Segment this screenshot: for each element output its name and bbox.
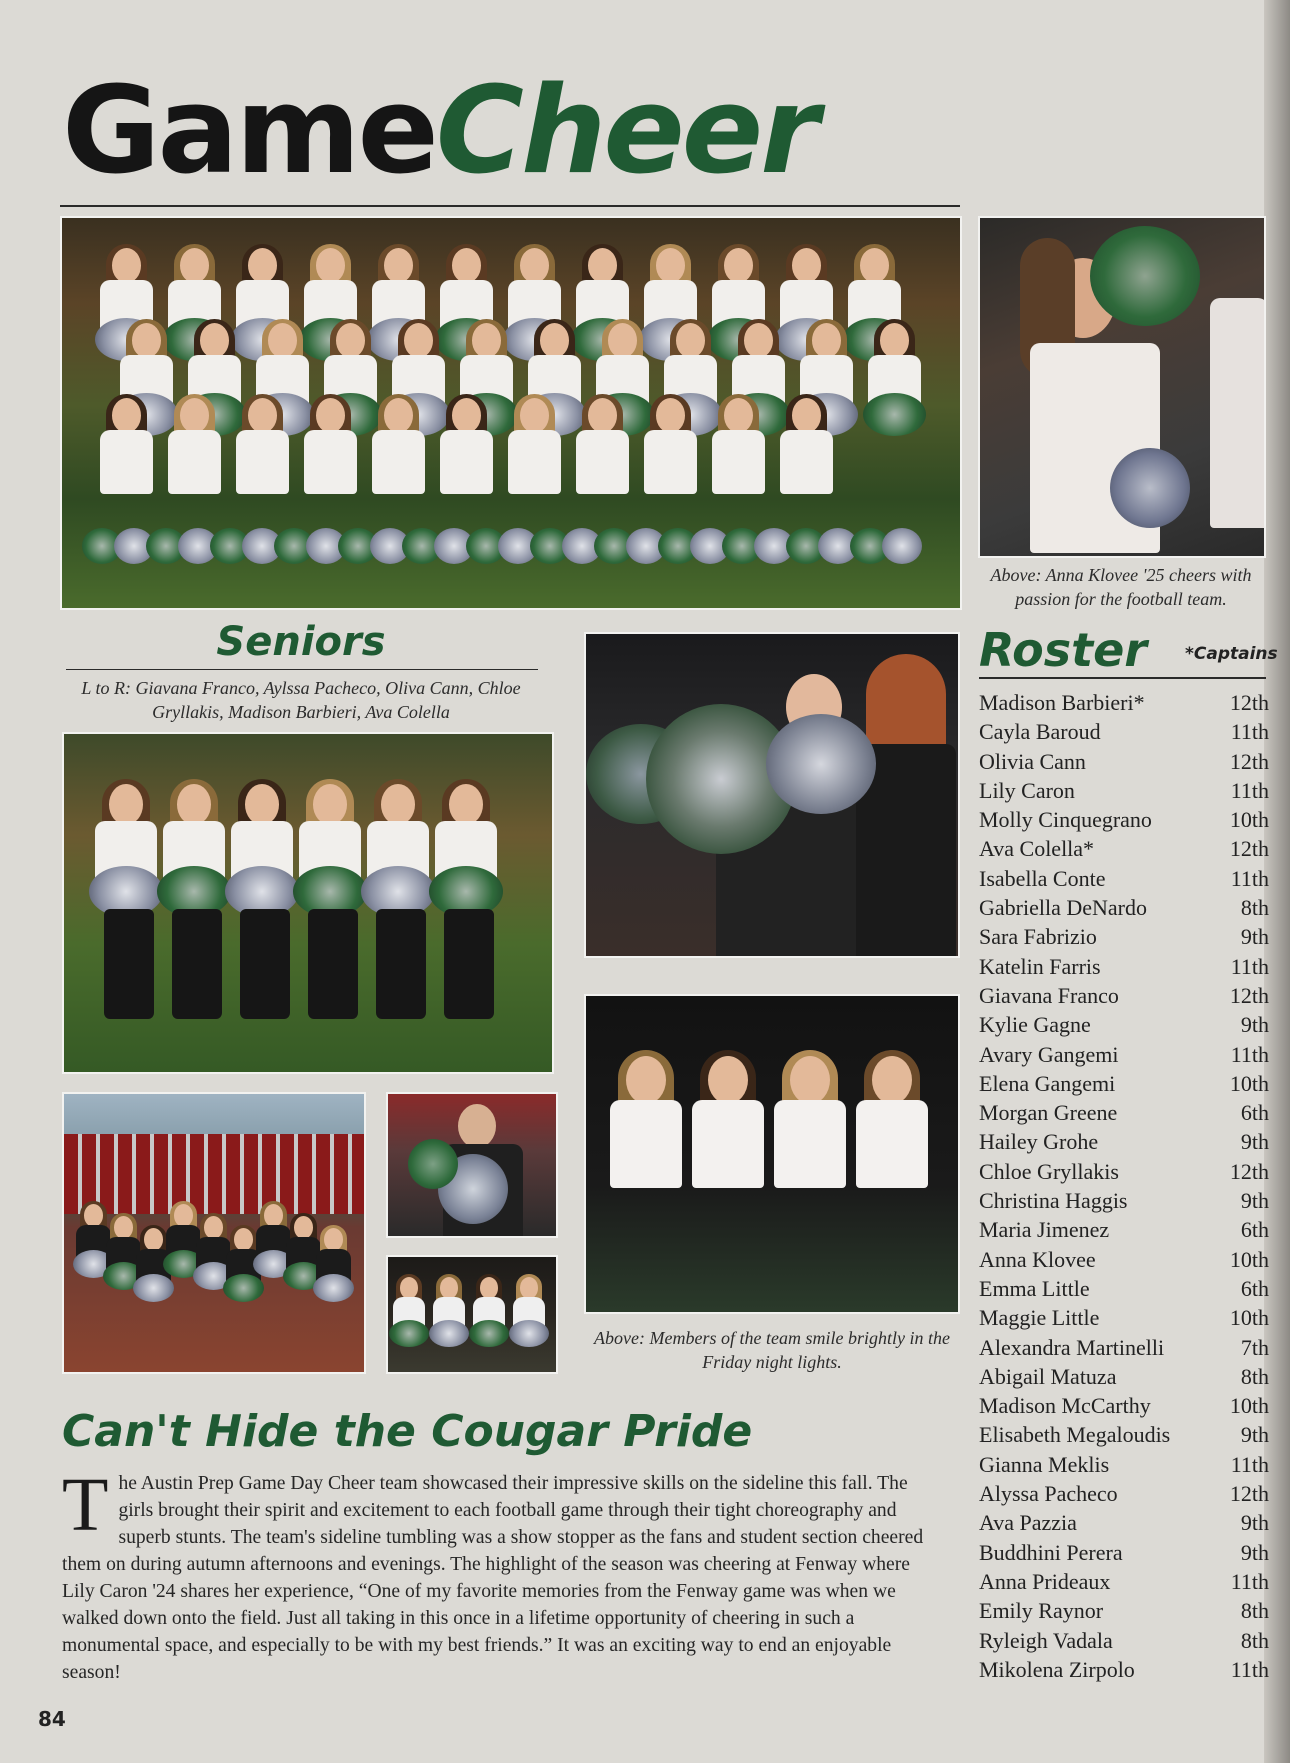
story-body [62,1463,946,1686]
sideline-photo [386,1092,558,1238]
roster-item [979,864,1269,893]
roster-name: Kylie Gagne [979,1012,1091,1038]
roster-grade: 9th [1240,1539,1269,1565]
roster-grade: 11th [1230,777,1269,803]
roster-item [979,1508,1269,1537]
captains-note: *Captains [1185,644,1278,664]
roster-grade: 10th [1229,1246,1269,1272]
roster-item [979,1010,1269,1039]
roster-grade: 10th [1229,807,1269,833]
roster-grade: 6th [1240,1100,1269,1126]
roster-name: Abigail Matuza [979,1363,1117,1389]
roster-name: Sara Fabrizio [979,924,1097,950]
roster-grade: 8th [1240,895,1269,921]
roster-name: Maria Jimenez [979,1217,1110,1243]
roster-grade: 11th [1230,1656,1269,1682]
roster-grade: 12th [1229,690,1269,715]
roster-item [979,981,1269,1010]
roster-name: Madison Barbieri* [979,690,1145,715]
roster-item [979,1538,1269,1567]
roster-name: Molly Cinquegrano [979,807,1152,833]
roster-item [979,1655,1269,1684]
roster-item [979,1626,1269,1655]
roster-grade: 11th [1230,1041,1269,1067]
roster-grade: 11th [1230,1568,1269,1594]
roster-item [979,1186,1269,1215]
page-title [62,62,816,202]
roster-name: Avary Gangemi [979,1041,1119,1067]
roster-name: Alyssa Pacheco [979,1481,1118,1507]
roster-name: Alexandra Martinelli [979,1334,1165,1360]
roster-list [979,688,1269,1684]
roster-item [979,893,1269,922]
roster-grade: 7th [1240,1334,1269,1360]
roster-name: Lily Caron [979,777,1075,803]
roster-item [979,1098,1269,1127]
roster-grade: 11th [1230,719,1269,745]
roster-name: Anna Klovee [979,1246,1096,1272]
roster-item [979,1274,1269,1303]
roster-grade: 12th [1229,748,1269,774]
roster-grade: 11th [1230,953,1269,979]
roster-grade: 10th [1229,1393,1269,1419]
roster-grade: 11th [1230,1451,1269,1477]
roster-name: Elisabeth Megaloudis [979,1422,1171,1448]
roster-name: Christina Haggis [979,1188,1128,1214]
roster-grade: 10th [1229,1070,1269,1096]
roster-item [979,805,1269,834]
roster-name: Giavana Franco [979,982,1119,1008]
roster-item [979,1333,1269,1362]
roster-item [979,1596,1269,1625]
roster-grade: 9th [1240,1510,1269,1536]
roster-name: Katelin Farris [979,953,1101,979]
roster-name: Emma Little [979,1275,1090,1301]
roster-item [979,1567,1269,1596]
roster-grade: 11th [1230,865,1269,891]
roster-grade: 8th [1240,1598,1269,1624]
roster-name: Isabella Conte [979,865,1106,891]
fenway-photo [62,1092,366,1374]
roster-name: Anna Prideaux [979,1568,1111,1594]
friday-night-photo [584,994,960,1314]
roster-name: Ryleigh Vadala [979,1627,1113,1653]
roster-item [979,1245,1269,1274]
roster-grade: 8th [1240,1363,1269,1389]
roster-grade: 9th [1240,1129,1269,1155]
roster-grade: 9th [1240,1012,1269,1038]
cheer-photo-anna [978,216,1266,558]
roster-name: Ava Colella* [979,836,1095,862]
roster-item [979,1450,1269,1479]
team-photo [60,216,962,610]
roster-name: Emily Raynor [979,1598,1104,1624]
roster-item [979,717,1269,746]
roster-item [979,1420,1269,1449]
roster-grade: 9th [1240,924,1269,950]
roster-name: Elena Gangemi [979,1070,1116,1096]
roster-grade: 6th [1240,1217,1269,1243]
seniors-photo [62,732,554,1074]
roster-item [979,834,1269,863]
roster-name: Buddhini Perera [979,1539,1123,1565]
roster-heading: Roster [979,623,1147,677]
roster-item [979,1215,1269,1244]
roster-name: Gianna Meklis [979,1451,1110,1477]
roster-name: Hailey Grohe [979,1129,1099,1155]
roster-grade: 6th [1240,1275,1269,1301]
roster-name: Ava Pazzia [979,1510,1077,1536]
roster-item [979,1479,1269,1508]
roster-rule [979,677,1266,679]
roster-name: Cayla Baroud [979,719,1101,745]
seniors-heading: Seniors [216,619,386,665]
roster-item [979,688,1269,717]
roster-item [979,1157,1269,1186]
story-heading: Can't Hide the Cougar Pride [62,1406,753,1457]
page-number: 84 [38,1707,66,1731]
roster-item [979,747,1269,776]
roster-grade: 9th [1240,1422,1269,1448]
roster-item [979,922,1269,951]
roster-item [979,1069,1269,1098]
title-cheer: Cheer [435,62,817,201]
story-dropcap: T [62,1463,109,1547]
stunt-photo [584,632,960,958]
roster-item [979,1040,1269,1069]
roster-grade: 12th [1229,982,1269,1008]
roster-item [979,776,1269,805]
seniors-caption: L to R: Giavana Franco, Aylssa Pacheco, Oliva Cann, Chloe Gryllakis, Madison Barbieri, Ava Colella [81,678,521,722]
roster-grade: 12th [1229,1481,1269,1507]
roster-name: Morgan Greene [979,1100,1118,1126]
roster-item [979,1303,1269,1332]
roster-name: Madison McCarthy [979,1393,1151,1419]
roster-name: Maggie Little [979,1305,1100,1331]
title-game: Game [62,62,436,201]
roster-name: Chloe Gryllakis [979,1158,1119,1184]
roster-grade: 12th [1229,1158,1269,1184]
roster-item [979,1391,1269,1420]
group-night-photo [386,1255,558,1374]
roster-item [979,1127,1269,1156]
roster-name: Gabriella DeNardo [979,895,1147,921]
roster-item [979,952,1269,981]
caption-top-right: Above: Anna Klovee '25 cheers with passion for the football team. [990,565,1252,609]
roster-name: Olivia Cann [979,748,1086,774]
story-text: he Austin Prep Game Day Cheer team showcased their impressive skills on the sideline this fall. The girls brought their spirit and excitement to each football game through their tight choreography and superb stunts. The team's sideline tumbling was a show stopper as the fans and student section cheered them on during autumn afternoons and evenings. The highlight of the season was cheering at Fenway where Lily Caron '24 shares her experience, “One of my favorite memories from the Fenway game was when we walked down onto the field. Just all taking in this once in a lifetime opportunity of cheering in such a monumental space, and especially to be with my best friends.” It was an exciting way to end an enjoyable season! [62,1473,924,1683]
caption-middle: Above: Members of the team smile brightly in the Friday night lights. [594,1328,950,1372]
roster-name: Mikolena Zirpolo [979,1656,1135,1682]
roster-grade: 10th [1229,1305,1269,1331]
seniors-rule [66,669,538,670]
roster-grade: 9th [1240,1188,1269,1214]
title-rule [60,205,960,207]
roster-item [979,1362,1269,1391]
roster-grade: 12th [1229,836,1269,862]
roster-grade: 8th [1240,1627,1269,1653]
